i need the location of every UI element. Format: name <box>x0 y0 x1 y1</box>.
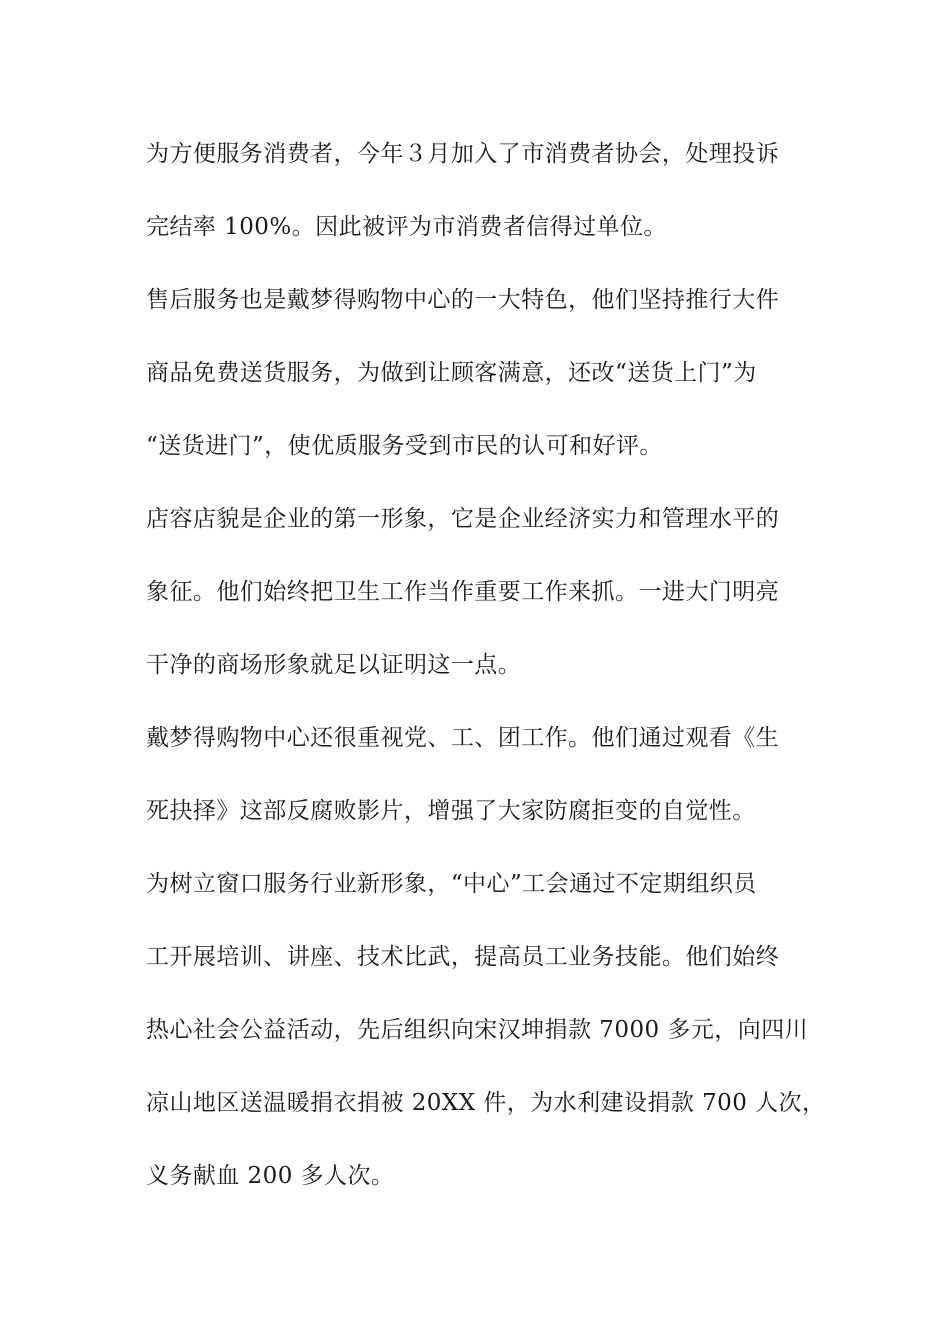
paragraph-line: 售后服务也是戴梦得购物中心的一大特色，他们坚持推行大件 <box>146 287 780 313</box>
paragraph-line: 完结率 100%。因此被评为市消费者信得过单位。 <box>146 214 667 240</box>
paragraph-line: “送货进门”，使优质服务受到市民的认可和好评。 <box>146 433 663 459</box>
paragraph-line: 干净的商场形象就足以证明这一点。 <box>146 652 522 678</box>
paragraph-line: 象征。他们始终把卫生工作当作重要工作来抓。一进大门明亮 <box>146 579 780 605</box>
paragraph-line: 为方便服务消费者，今年３月加入了市消费者协会，处理投诉 <box>146 141 780 167</box>
paragraph-line: 戴梦得购物中心还很重视党、工、团工作。他们通过观看《生 <box>146 725 780 751</box>
paragraph-line: 义务献血 200 多人次。 <box>146 1163 395 1189</box>
paragraph-line: 热心社会公益活动，先后组织向宋汉坤捐款 7000 多元，向四川 <box>146 1017 809 1043</box>
paragraph-line: 商品免费送货服务，为做到让顾客满意，还改“送货上门”为 <box>146 360 757 386</box>
paragraph-line: 凉山地区送温暖捐衣捐被 20XX 件，为水利建设捐款 700 人次， <box>146 1090 826 1116</box>
paragraph-line: 工开展培训、讲座、技术比武，提高员工业务技能。他们始终 <box>146 944 780 970</box>
paragraph-line: 死抉择》这部反腐败影片，增强了大家防腐拒变的自觉性。 <box>146 798 756 824</box>
paragraph-line: 店容店貌是企业的第一形象，它是企业经济实力和管理水平的 <box>146 506 780 532</box>
paragraph-line: 为树立窗口服务行业新形象，“中心”工会通过不定期组织员 <box>146 871 757 897</box>
document-body <box>146 128 826 1223</box>
